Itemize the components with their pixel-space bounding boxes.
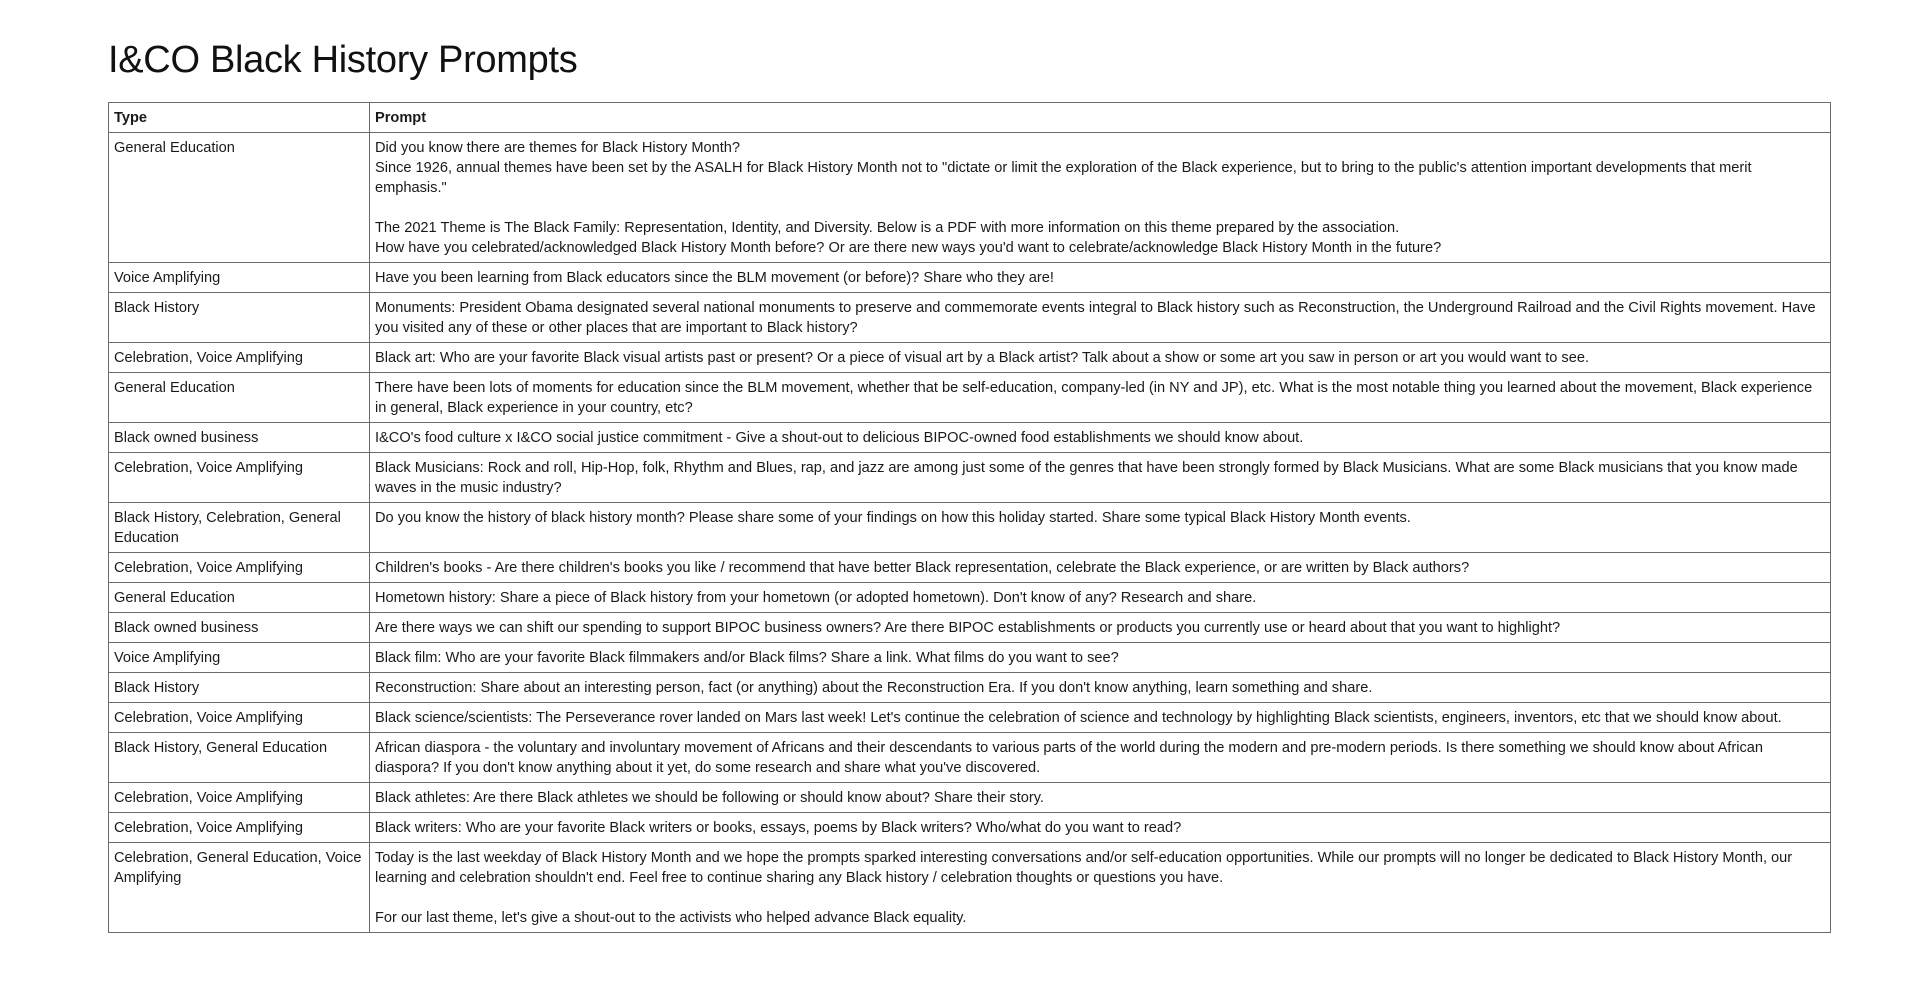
prompt-text: I&CO's food culture x I&CO social justice commitment - Give a shout-out to delicious BIPOC-owned food establishments we should know about. — [375, 430, 1304, 446]
table-row — [109, 373, 1831, 423]
prompt-text: Have you been learning from Black educators since the BLM movement (or before)? Share who they are! — [375, 270, 1054, 286]
prompt-cell — [370, 343, 1831, 373]
document-page — [108, 38, 1830, 933]
table-row — [109, 733, 1831, 783]
table-row — [109, 703, 1831, 733]
type-cell: Celebration, Voice Amplifying — [109, 553, 370, 583]
prompt-cell — [370, 813, 1831, 843]
type-cell: Voice Amplifying — [109, 263, 370, 293]
type-cell: Celebration, Voice Amplifying — [109, 813, 370, 843]
type-cell: Celebration, Voice Amplifying — [109, 783, 370, 813]
table-row — [109, 643, 1831, 673]
prompt-cell — [370, 133, 1831, 263]
prompt-cell — [370, 453, 1831, 503]
prompt-text: Black athletes: Are there Black athletes we should be following or should know about? Share their story. — [375, 790, 1044, 806]
table-row — [109, 263, 1831, 293]
column-header-type: Type — [109, 103, 370, 133]
prompt-text: Black science/scientists: The Perseverance rover landed on Mars last week! Let's continue the celebration of science and technology by highlighting Black scientists, engineers, inventors, etc that we should know about. — [375, 710, 1782, 726]
prompt-cell — [370, 703, 1831, 733]
prompt-text: Children's books - Are there children's books you like / recommend that have better Black representation, celebrate the Black experience, or are written by Black authors? — [375, 560, 1470, 576]
type-cell: Voice Amplifying — [109, 643, 370, 673]
table-row — [109, 673, 1831, 703]
table-row — [109, 133, 1831, 263]
prompt-cell — [370, 613, 1831, 643]
type-cell: Black History, Celebration, General Education — [109, 503, 370, 553]
prompt-text: The 2021 Theme is The Black Family: Representation, Identity, and Diversity. Below is a PDF with more information on this theme prepared by the association. — [375, 220, 1400, 236]
type-cell: Celebration, Voice Amplifying — [109, 703, 370, 733]
table-row — [109, 553, 1831, 583]
prompt-cell — [370, 643, 1831, 673]
prompt-cell — [370, 553, 1831, 583]
page-title: I&CO Black History Prompts — [108, 39, 578, 81]
prompt-cell — [370, 263, 1831, 293]
prompt-text: Black art: Who are your favorite Black visual artists past or present? Or a piece of visual art by a Black artist? Talk about a show or some art you saw in person or art you would want to see. — [375, 350, 1590, 366]
table-row — [109, 583, 1831, 613]
table-row — [109, 453, 1831, 503]
prompt-text: Today is the last weekday of Black History Month and we hope the prompts sparked interesting conversations and/or self-education opportunities. While our prompts will no longer be dedicated to Black History Month, our learning and celebration shouldn't end. Feel free to continue sharing any Black history / celebration thoughts or questions you have. — [375, 850, 1793, 886]
prompt-cell — [370, 733, 1831, 783]
prompt-cell — [370, 583, 1831, 613]
table-header-row — [109, 103, 1831, 133]
type-cell: Black History, General Education — [109, 733, 370, 783]
prompt-cell — [370, 843, 1831, 933]
type-cell: General Education — [109, 373, 370, 423]
type-cell: Black History — [109, 293, 370, 343]
table-row — [109, 293, 1831, 343]
type-cell: Black History — [109, 673, 370, 703]
table-row — [109, 843, 1831, 933]
prompt-text: Reconstruction: Share about an interesting person, fact (or anything) about the Reconstruction Era. If you don't know anything, learn something and share. — [375, 680, 1373, 696]
prompt-text: Monuments: President Obama designated several national monuments to preserve and commemorate events integral to Black history such as Reconstruction, the Underground Railroad and the Civil Rights movement. Have you visited any of these or other places that are important to Black history? — [375, 300, 1816, 336]
prompt-text: Hometown history: Share a piece of Black history from your hometown (or adopted hometown). Don't know of any? Research and share. — [375, 590, 1257, 606]
type-cell: Celebration, Voice Amplifying — [109, 343, 370, 373]
paragraph-spacer — [375, 198, 1825, 218]
prompt-text: Since 1926, annual themes have been set by the ASALH for Black History Month not to "dictate or limit the exploration of the Black experience, but to bring to the public's attention important developments that merit emphasis." — [375, 160, 1752, 196]
table-row — [109, 813, 1831, 843]
prompt-cell — [370, 373, 1831, 423]
type-cell: Celebration, General Education, Voice Amplifying — [109, 843, 370, 933]
type-cell: Black owned business — [109, 613, 370, 643]
prompt-cell — [370, 503, 1831, 553]
prompt-cell — [370, 423, 1831, 453]
prompt-text: There have been lots of moments for education since the BLM movement, whether that be self-education, company-led (in NY and JP), etc. What is the most notable thing you learned about the movement, Black experience in general, Black experience in your country, etc? — [375, 380, 1813, 416]
prompts-table — [108, 102, 1831, 933]
table-body — [109, 133, 1831, 933]
table-row — [109, 613, 1831, 643]
prompt-cell — [370, 673, 1831, 703]
prompt-text: Are there ways we can shift our spending to support BIPOC business owners? Are there BIPOC establishments or products you currently use or heard about that you want to highlight? — [375, 620, 1561, 636]
prompt-text: Black film: Who are your favorite Black filmmakers and/or Black films? Share a link. What films do you want to see? — [375, 650, 1119, 666]
prompt-text: For our last theme, let's give a shout-out to the activists who helped advance Black equality. — [375, 910, 967, 926]
prompt-text: Did you know there are themes for Black History Month? — [375, 140, 741, 156]
paragraph-spacer — [375, 888, 1825, 908]
prompt-cell — [370, 783, 1831, 813]
table-row — [109, 783, 1831, 813]
column-header-prompt: Prompt — [370, 103, 1831, 133]
table-row — [109, 423, 1831, 453]
prompt-text: African diaspora - the voluntary and involuntary movement of Africans and their descendants to various parts of the world during the modern and pre-modern periods. Is there something we should know about African diaspora? If you don't know anything about it yet, do some research and share what you've discovered. — [375, 740, 1763, 776]
table-row — [109, 343, 1831, 373]
table-row — [109, 503, 1831, 553]
type-cell: Black owned business — [109, 423, 370, 453]
prompt-text: Black writers: Who are your favorite Black writers or books, essays, poems by Black writers? Who/what do you want to read? — [375, 820, 1182, 836]
type-cell: Celebration, Voice Amplifying — [109, 453, 370, 503]
type-cell: General Education — [109, 133, 370, 263]
prompt-text: How have you celebrated/acknowledged Black History Month before? Or are there new ways you'd want to celebrate/acknowledge Black History Month in the future? — [375, 240, 1442, 256]
prompt-cell — [370, 293, 1831, 343]
prompt-text: Black Musicians: Rock and roll, Hip-Hop, folk, Rhythm and Blues, rap, and jazz are among just some of the genres that have been strongly formed by Black Musicians. What are some Black musicians that you know made waves in the music industry? — [375, 460, 1798, 496]
prompt-text: Do you know the history of black history month? Please share some of your findings on how this holiday started. Share some typical Black History Month events. — [375, 510, 1411, 526]
type-cell: General Education — [109, 583, 370, 613]
